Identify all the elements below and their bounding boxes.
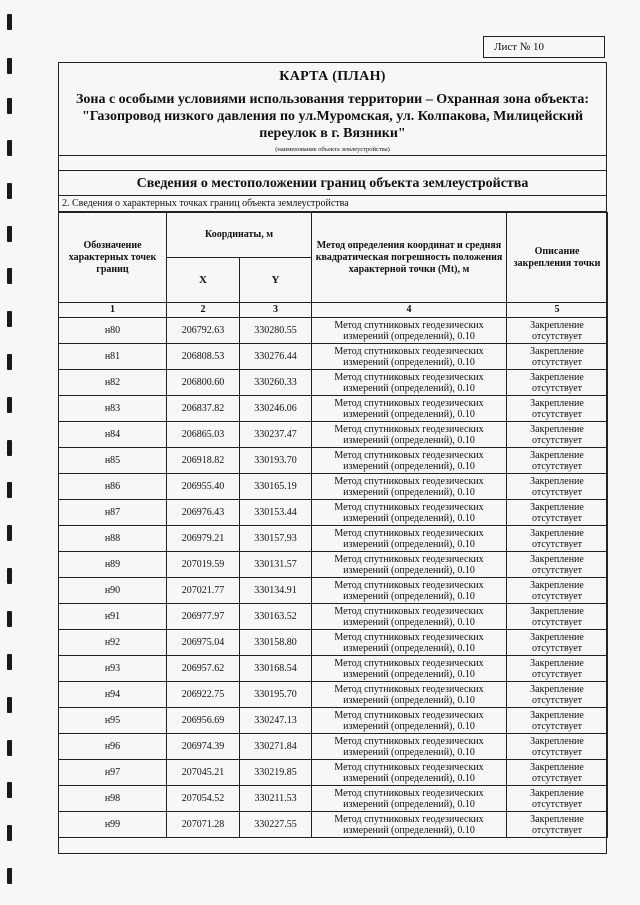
- table-row: [59, 396, 608, 422]
- method-cell: Метод спутниковых геодезических измерений (определений), 0.10: [312, 812, 507, 838]
- y-cell: 330260.33: [240, 370, 312, 396]
- y-cell: 330246.06: [240, 396, 312, 422]
- x-cell: 206976.43: [167, 500, 240, 526]
- table-row: [59, 812, 608, 838]
- table-row: [59, 682, 608, 708]
- y-cell: 330153.44: [240, 500, 312, 526]
- y-cell: 330134.91: [240, 578, 312, 604]
- binder-hole: [7, 482, 12, 498]
- binder-hole: [7, 58, 12, 74]
- document-header: [59, 63, 606, 156]
- header-method: Метод определения координат и средняя квадратическая погрешность положения характерной точки (Mt), м: [312, 213, 507, 303]
- fixing-cell: Закрепление отсутствует: [507, 812, 608, 838]
- point-cell: н97: [59, 760, 167, 786]
- x-cell: 207019.59: [167, 552, 240, 578]
- method-cell: Метод спутниковых геодезических измерений (определений), 0.10: [312, 786, 507, 812]
- x-cell: 207071.28: [167, 812, 240, 838]
- document-frame: [58, 62, 607, 854]
- fixing-cell: Закрепление отсутствует: [507, 578, 608, 604]
- y-cell: 330163.52: [240, 604, 312, 630]
- point-cell: н93: [59, 656, 167, 682]
- points-table-body: [59, 318, 608, 838]
- x-cell: 206922.75: [167, 682, 240, 708]
- point-cell: н80: [59, 318, 167, 344]
- y-cell: 330280.55: [240, 318, 312, 344]
- table-row: [59, 708, 608, 734]
- binder-hole: [7, 697, 12, 713]
- binder-hole: [7, 568, 12, 584]
- method-cell: Метод спутниковых геодезических измерений (определений), 0.10: [312, 630, 507, 656]
- y-cell: 330237.47: [240, 422, 312, 448]
- x-cell: 206975.04: [167, 630, 240, 656]
- fixing-cell: Закрепление отсутствует: [507, 682, 608, 708]
- table-row: [59, 318, 608, 344]
- point-cell: н99: [59, 812, 167, 838]
- point-cell: н91: [59, 604, 167, 630]
- point-cell: н90: [59, 578, 167, 604]
- fixing-cell: Закрепление отсутствует: [507, 500, 608, 526]
- x-cell: 207054.52: [167, 786, 240, 812]
- x-cell: 206974.39: [167, 734, 240, 760]
- point-cell: н95: [59, 708, 167, 734]
- x-cell: 206800.60: [167, 370, 240, 396]
- binder-hole: [7, 440, 12, 456]
- object-name-caption: (наименование объекта землеустройства): [275, 146, 390, 153]
- table-row: [59, 448, 608, 474]
- table-row: [59, 370, 608, 396]
- method-cell: Метод спутниковых геодезических измерений (определений), 0.10: [312, 708, 507, 734]
- point-cell: н85: [59, 448, 167, 474]
- x-cell: 206808.53: [167, 344, 240, 370]
- fixing-cell: Закрепление отсутствует: [507, 760, 608, 786]
- fixing-cell: Закрепление отсутствует: [507, 656, 608, 682]
- binder-hole: [7, 354, 12, 370]
- point-cell: н86: [59, 474, 167, 500]
- fixing-cell: Закрепление отсутствует: [507, 734, 608, 760]
- table-row: [59, 656, 608, 682]
- method-cell: Метод спутниковых геодезических измерений (определений), 0.10: [312, 422, 507, 448]
- subsection-title: 2. Сведения о характерных точках границ объекта землеустройства: [59, 196, 606, 212]
- binder-hole: [7, 14, 12, 30]
- method-cell: Метод спутниковых геодезических измерений (определений), 0.10: [312, 604, 507, 630]
- y-cell: 330227.55: [240, 812, 312, 838]
- column-number: 3: [240, 303, 312, 318]
- x-cell: 206977.97: [167, 604, 240, 630]
- method-cell: Метод спутниковых геодезических измерений (определений), 0.10: [312, 760, 507, 786]
- point-cell: н83: [59, 396, 167, 422]
- binder-hole: [7, 268, 12, 284]
- x-cell: 206918.82: [167, 448, 240, 474]
- table-row: [59, 604, 608, 630]
- header-x: X: [167, 258, 240, 303]
- column-number: 4: [312, 303, 507, 318]
- binder-hole: [7, 183, 12, 199]
- x-cell: 206792.63: [167, 318, 240, 344]
- point-cell: н96: [59, 734, 167, 760]
- fixing-cell: Закрепление отсутствует: [507, 318, 608, 344]
- x-cell: 206865.03: [167, 422, 240, 448]
- sheet-number-label: Лист № 10: [483, 36, 605, 58]
- x-cell: 206837.82: [167, 396, 240, 422]
- table-row: [59, 474, 608, 500]
- binder-hole: [7, 397, 12, 413]
- fixing-cell: Закрепление отсутствует: [507, 396, 608, 422]
- fixing-cell: Закрепление отсутствует: [507, 786, 608, 812]
- binder-hole: [7, 740, 12, 756]
- fixing-cell: Закрепление отсутствует: [507, 708, 608, 734]
- binder-hole: [7, 311, 12, 327]
- binder-hole: [7, 868, 12, 884]
- y-cell: 330131.57: [240, 552, 312, 578]
- table-row: [59, 422, 608, 448]
- binder-hole: [7, 782, 12, 798]
- point-cell: н98: [59, 786, 167, 812]
- point-cell: н89: [59, 552, 167, 578]
- method-cell: Метод спутниковых геодезических измерений (определений), 0.10: [312, 734, 507, 760]
- table-row: [59, 500, 608, 526]
- table-row: [59, 526, 608, 552]
- fixing-cell: Закрепление отсутствует: [507, 422, 608, 448]
- y-cell: 330193.70: [240, 448, 312, 474]
- y-cell: 330168.54: [240, 656, 312, 682]
- y-cell: 330219.85: [240, 760, 312, 786]
- column-number: 1: [59, 303, 167, 318]
- binder-holes: [4, 0, 18, 905]
- fixing-cell: Закрепление отсутствует: [507, 604, 608, 630]
- table-row: [59, 786, 608, 812]
- y-cell: 330271.84: [240, 734, 312, 760]
- column-number: 2: [167, 303, 240, 318]
- point-cell: н88: [59, 526, 167, 552]
- binder-hole: [7, 611, 12, 627]
- x-cell: 206957.62: [167, 656, 240, 682]
- section-title: Сведения о местоположении границ объекта землеустройства: [59, 170, 606, 196]
- method-cell: Метод спутниковых геодезических измерений (определений), 0.10: [312, 344, 507, 370]
- table-row: [59, 734, 608, 760]
- column-number: 5: [507, 303, 608, 318]
- header-fixing: Описание закрепления точки: [507, 213, 608, 303]
- table-row: [59, 552, 608, 578]
- header-point: Обозначение характерных точек границ: [59, 213, 167, 303]
- y-cell: 330165.19: [240, 474, 312, 500]
- method-cell: Метод спутниковых геодезических измерений (определений), 0.10: [312, 656, 507, 682]
- method-cell: Метод спутниковых геодезических измерений (определений), 0.10: [312, 526, 507, 552]
- x-cell: 206979.21: [167, 526, 240, 552]
- y-cell: 330195.70: [240, 682, 312, 708]
- fixing-cell: Закрепление отсутствует: [507, 474, 608, 500]
- fixing-cell: Закрепление отсутствует: [507, 526, 608, 552]
- method-cell: Метод спутниковых геодезических измерений (определений), 0.10: [312, 682, 507, 708]
- binder-hole: [7, 226, 12, 242]
- method-cell: Метод спутниковых геодезических измерений (определений), 0.10: [312, 448, 507, 474]
- method-cell: Метод спутниковых геодезических измерений (определений), 0.10: [312, 396, 507, 422]
- point-cell: н87: [59, 500, 167, 526]
- point-cell: н94: [59, 682, 167, 708]
- y-cell: 330158.80: [240, 630, 312, 656]
- points-table: [58, 212, 608, 838]
- table-row: [59, 344, 608, 370]
- fixing-cell: Закрепление отсутствует: [507, 344, 608, 370]
- method-cell: Метод спутниковых геодезических измерений (определений), 0.10: [312, 370, 507, 396]
- fixing-cell: Закрепление отсутствует: [507, 448, 608, 474]
- header-coords: Координаты, м: [167, 213, 312, 258]
- x-cell: 206955.40: [167, 474, 240, 500]
- method-cell: Метод спутниковых геодезических измерений (определений), 0.10: [312, 474, 507, 500]
- document-title: КАРТА (ПЛАН): [279, 69, 386, 84]
- table-row: [59, 760, 608, 786]
- point-cell: н82: [59, 370, 167, 396]
- table-row: [59, 578, 608, 604]
- table-row: [59, 630, 608, 656]
- x-cell: 206956.69: [167, 708, 240, 734]
- fixing-cell: Закрепление отсутствует: [507, 370, 608, 396]
- point-cell: н84: [59, 422, 167, 448]
- y-cell: 330211.53: [240, 786, 312, 812]
- y-cell: 330276.44: [240, 344, 312, 370]
- fixing-cell: Закрепление отсутствует: [507, 552, 608, 578]
- y-cell: 330157.93: [240, 526, 312, 552]
- x-cell: 207021.77: [167, 578, 240, 604]
- document-subtitle: Зона с особыми условиями использования территории – Охранная зона объекта: "Газопровод низкого давления по ул.Муромская, ул. Колпакова, Милицейский переулок в г. Вязники": [75, 92, 590, 141]
- binder-hole: [7, 825, 12, 841]
- point-cell: н81: [59, 344, 167, 370]
- binder-hole: [7, 654, 12, 670]
- binder-hole: [7, 525, 12, 541]
- fixing-cell: Закрепление отсутствует: [507, 630, 608, 656]
- method-cell: Метод спутниковых геодезических измерений (определений), 0.10: [312, 578, 507, 604]
- method-cell: Метод спутниковых геодезических измерений (определений), 0.10: [312, 318, 507, 344]
- binder-hole: [7, 140, 12, 156]
- point-cell: н92: [59, 630, 167, 656]
- method-cell: Метод спутниковых геодезических измерений (определений), 0.10: [312, 552, 507, 578]
- method-cell: Метод спутниковых геодезических измерений (определений), 0.10: [312, 500, 507, 526]
- header-y: Y: [240, 258, 312, 303]
- x-cell: 207045.21: [167, 760, 240, 786]
- y-cell: 330247.13: [240, 708, 312, 734]
- binder-hole: [7, 98, 12, 114]
